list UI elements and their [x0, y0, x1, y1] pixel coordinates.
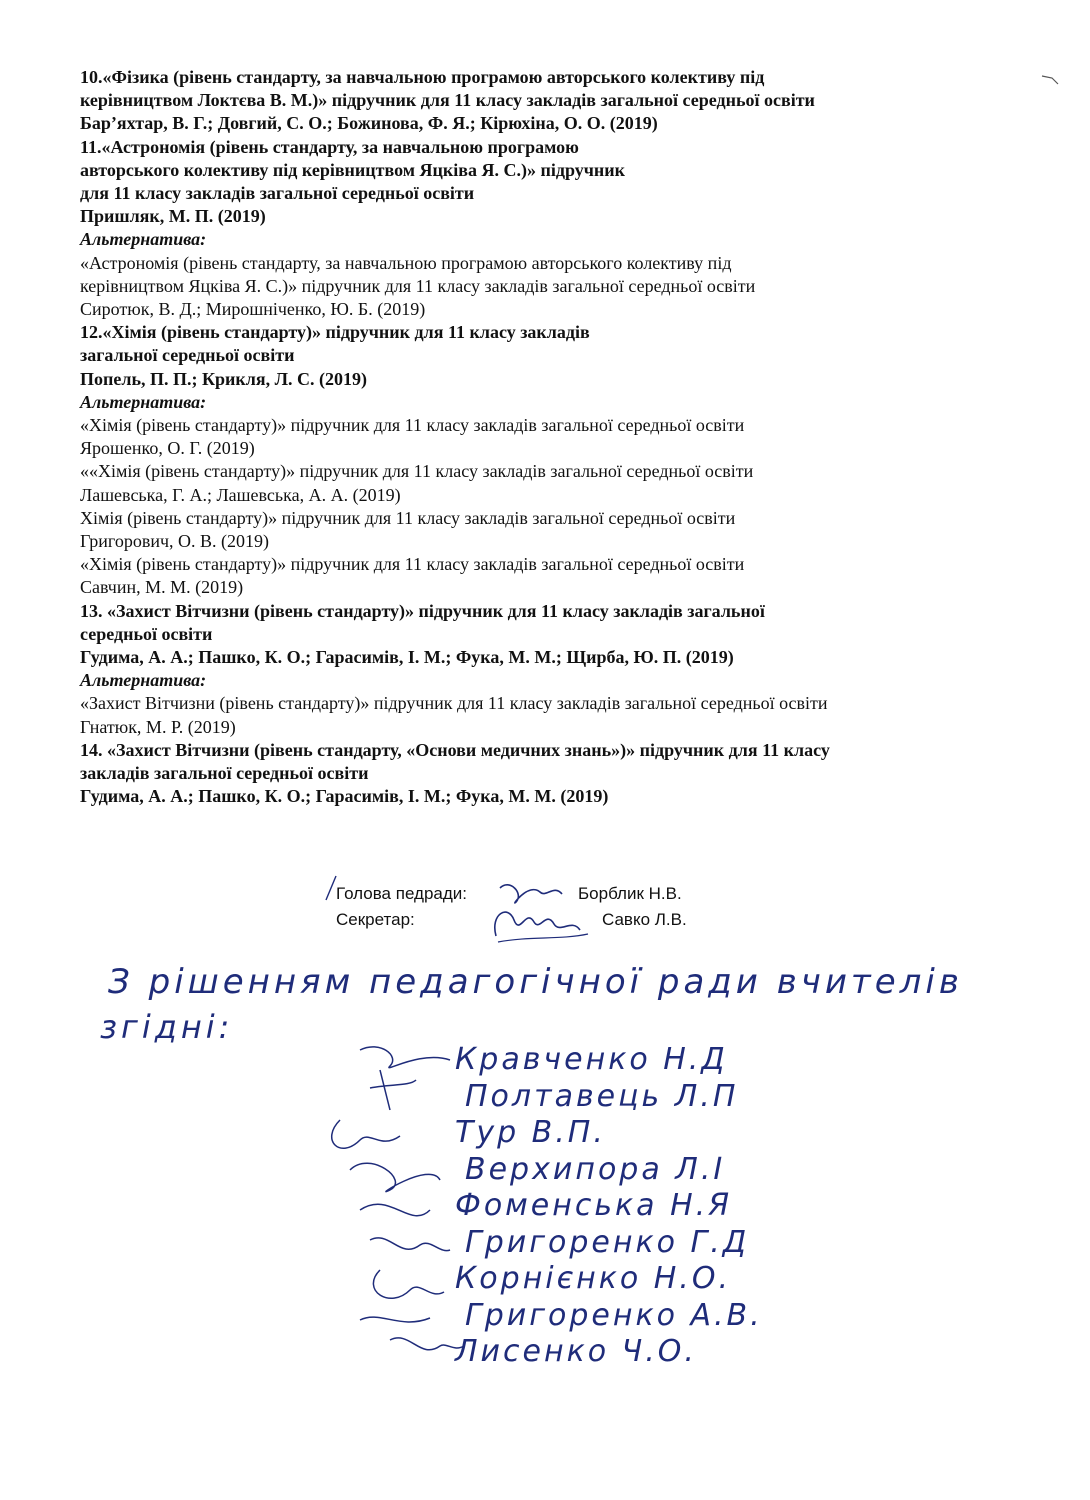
document-line: Альтернатива: [80, 229, 207, 250]
handwritten-teacher-name: Полтавець Л.П [465, 1078, 739, 1114]
document-line: «Хімія (рівень стандарту)» підручник для 11 класу закладів загальної середньої освіти [80, 415, 745, 436]
document-line: Хімія (рівень стандарту)» підручник для 11 класу закладів загальної середньої освіти [80, 507, 736, 528]
document-line: Сиротюк, В. Д.; Мирошніченко, Ю. Б. (2019) [80, 299, 426, 320]
document-line: Гудима, А. А.; Пашко, К. О.; Гарасимів, І. М.; Фука, М. М. (2019) [80, 786, 609, 807]
document-line: 11.«Астрономія (рівень стандарту, за навчальною програмою [80, 136, 579, 157]
document-line: 12.«Хімія (рівень стандарту)» підручник для 11 класу закладів [80, 322, 590, 343]
handwritten-statement-line1: З рішенням педагогічної ради вчителів [108, 962, 963, 1002]
document-line: Альтернатива: [80, 670, 207, 691]
document-line: Гудима, А. А.; Пашко, К. О.; Гарасимів, І. М.; Фука, М. М.; Щирба, Ю. П. (2019) [80, 647, 734, 668]
handwritten-teacher-name: Фоменська Н.Я [455, 1188, 733, 1223]
document-line: загальної середньої освіти [80, 345, 295, 366]
handwritten-teacher-name: Верхипора Л.І [465, 1151, 726, 1187]
document-line: «Хімія (рівень стандарту)» підручник для 11 класу закладів загальної середньої освіти [80, 554, 745, 575]
handwritten-teacher-name: Григоренко Г.Д [465, 1224, 750, 1260]
handwritten-teacher-name: Тур В.П. [455, 1115, 606, 1150]
document-line: Попель, П. П.; Крикля, Л. С. (2019) [80, 368, 368, 389]
document-line: Альтернатива: [80, 391, 207, 412]
document-line: Григорович, О. В. (2019) [80, 531, 270, 552]
document-line: Пришляк, М. П. (2019) [80, 206, 266, 227]
document-line: керівництвом Локтєва В. М.)» підручник для 11 класу закладів загальної середньої освіти [80, 90, 815, 111]
document-line: Савчин, М. М. (2019) [80, 577, 244, 598]
document-line: 13. «Захист Вітчизни (рівень стандарту)» підручник для 11 класу закладів загальної [80, 600, 765, 621]
document-line: «Захист Вітчизни (рівень стандарту)» підручник для 11 класу закладів загальної середньої освіти [80, 693, 828, 714]
approval-signatures [330, 880, 750, 950]
document-line: Гнатюк, М. Р. (2019) [80, 716, 236, 737]
teacher-signatures-scribble [320, 1040, 470, 1370]
document-line: авторського колективу під керівництвом Яцківа Я. С.)» підручник [80, 159, 625, 180]
document-line: 10.«Фізика (рівень стандарту, за навчальною програмою авторського колективу під [80, 67, 765, 87]
document-line: Ярошенко, О. Г. (2019) [80, 438, 255, 459]
document-line: середньої освіти [80, 623, 213, 644]
secretary-name: Савко Л.В. [602, 910, 687, 929]
secretary-label: Секретар: [336, 910, 415, 929]
document-line: ««Хімія (рівень стандарту)» підручник для 11 класу закладів загальної середньої освіти [80, 461, 754, 482]
document-line: Бар’яхтар, В. Г.; Довгий, С. О.; Божинова, Ф. Я.; Кірюхіна, О. О. (2019) [80, 113, 658, 134]
handwritten-teacher-name: Кравченко Н.Д [455, 1042, 728, 1077]
handwritten-teacher-name: Лисенко Ч.О. [455, 1334, 697, 1369]
document-line: закладів загальної середньої освіти [80, 763, 369, 784]
document-line: для 11 класу закладів загальної середньої освіти [80, 183, 475, 204]
document-line: Лашевська, Г. А.; Лашевська, А. А. (2019) [80, 484, 401, 505]
document-line: керівництвом Яцківа Я. С.)» підручник для 11 класу закладів загальної середньої освіти [80, 275, 756, 296]
document-body [80, 66, 1040, 809]
head-name: Борблик Н.В. [578, 884, 682, 903]
handwritten-teacher-name: Корнієнко Н.О. [455, 1261, 731, 1296]
document-line: 14. «Захист Вітчизни (рівень стандарту, «Основи медичних знань»)» підручник для 11 класу [80, 739, 830, 760]
corner-mark [1040, 72, 1060, 86]
signature-scribble [480, 874, 590, 952]
handwritten-teacher-name: Григоренко А.В. [465, 1297, 763, 1333]
head-label: Голова педради: [336, 884, 467, 903]
tick-mark [322, 874, 342, 904]
document-line: «Астрономія (рівень стандарту, за навчальною програмою авторського колективу під [80, 252, 732, 273]
handwritten-statement-line2: згідні: [100, 1008, 234, 1046]
